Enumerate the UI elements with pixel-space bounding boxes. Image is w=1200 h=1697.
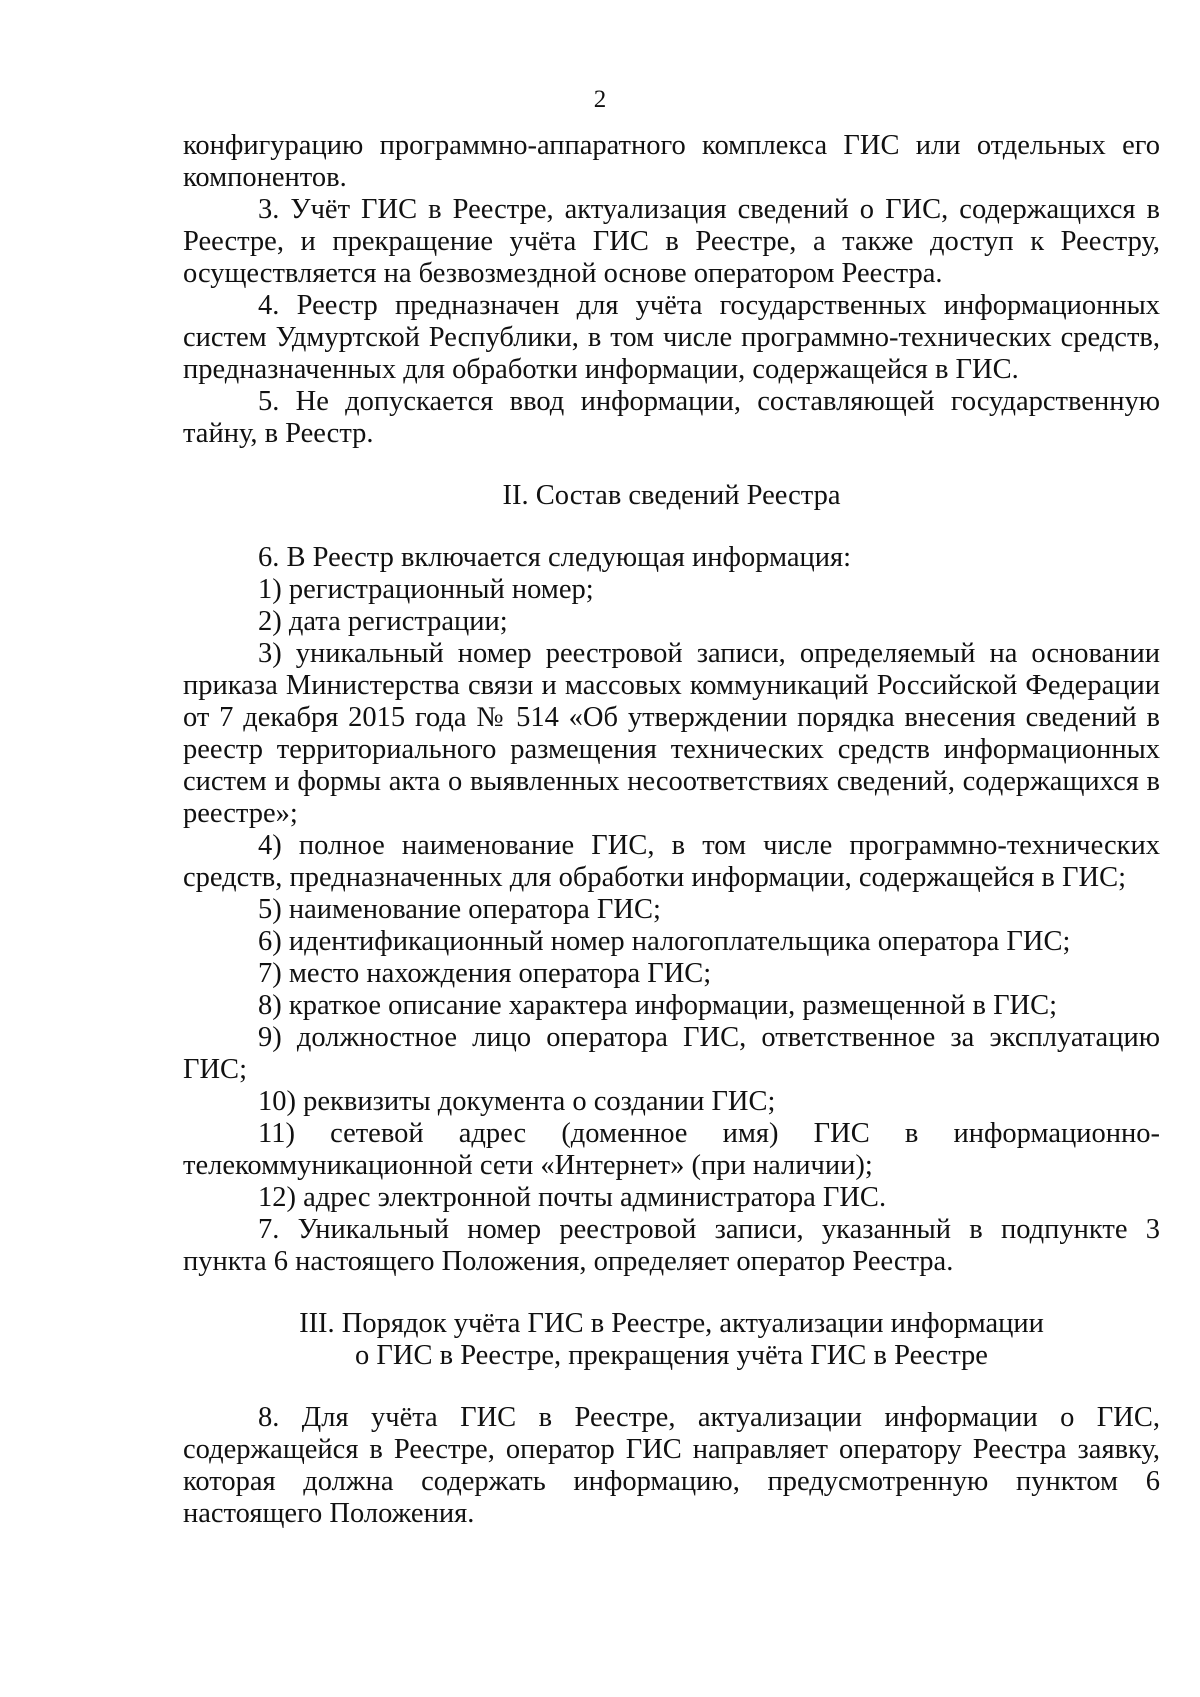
list-item-12: 12) адрес электронной почты администратора ГИС.	[258, 1182, 887, 1213]
list-item-9: 9) должностное лицо оператора ГИС, ответственное за эксплуатацию ГИС;	[183, 1022, 1160, 1085]
paragraph-continuation: конфигурацию программно-аппаратного комплекса ГИС или отдельных его компонентов.	[183, 130, 1160, 193]
list-item-7: 7) место нахождения оператора ГИС;	[258, 958, 712, 989]
list-item-8: 8) краткое описание характера информации, размещенной в ГИС;	[258, 990, 1058, 1021]
list-item-10: 10) реквизиты документа о создании ГИС;	[258, 1086, 776, 1117]
list-item-5: 5) наименование оператора ГИС;	[258, 894, 661, 925]
list-item-4: 4) полное наименование ГИС, в том числе программно-технических средств, предназначенных для обработки информации, содержащейся в ГИС;	[183, 830, 1160, 893]
document-body	[183, 130, 1160, 1530]
list-item-6: 6) идентификационный номер налогоплательщика оператора ГИС;	[258, 926, 1071, 957]
paragraph-6: 6. В Реестр включается следующая информация:	[258, 542, 852, 573]
paragraph-8: 8. Для учёта ГИС в Реестре, актуализации информации о ГИС, содержащейся в Реестре, оператор ГИС направляет оператору Реестра заявку, которая должна содержать информацию, предусмотренную пунктом 6 настоящего Положения.	[183, 1402, 1160, 1529]
list-item-11: 11) сетевой адрес (доменное имя) ГИС в информационно-телекоммуникационной сети «Интернет» (при наличии);	[183, 1118, 1160, 1181]
section-3-heading-line-1: III. Порядок учёта ГИС в Реестре, актуализации информации	[299, 1308, 1044, 1339]
paragraph-3: 3. Учёт ГИС в Реестре, актуализация сведений о ГИС, содержащихся в Реестре, и прекращение учёта ГИС в Реестре, а также доступ к Реестру, осуществляется на безвозмездной основе оператором Реестра.	[183, 194, 1160, 289]
page-number: 2	[593, 86, 607, 113]
list-item-3: 3) уникальный номер реестровой записи, определяемый на основании приказа Министерства связи и массовых коммуникаций Российской Федерации от 7 декабря 2015 года № 514 «Об утверждении порядка внесения сведений в реестр территориального размещения технических средств информационных систем и формы акта о выявленных несоответствиях сведений, содержащихся в реестре»;	[183, 638, 1160, 829]
list-item-2: 2) дата регистрации;	[258, 606, 508, 637]
list-item-1: 1) регистрационный номер;	[258, 574, 594, 605]
section-3-heading-line-2: о ГИС в Реестре, прекращения учёта ГИС в Реестре	[355, 1340, 988, 1371]
section-2-heading: II. Состав сведений Реестра	[502, 480, 841, 511]
paragraph-7: 7. Уникальный номер реестровой записи, указанный в подпункте 3 пункта 6 настоящего Положения, определяет оператор Реестра.	[183, 1214, 1160, 1277]
paragraph-4: 4. Реестр предназначен для учёта государственных информационных систем Удмуртской Республики, в том числе программно-технических средств, предназначенных для обработки информации, содержащейся в ГИС.	[183, 290, 1160, 385]
paragraph-5: 5. Не допускается ввод информации, составляющей государственную тайну, в Реестр.	[183, 386, 1160, 449]
